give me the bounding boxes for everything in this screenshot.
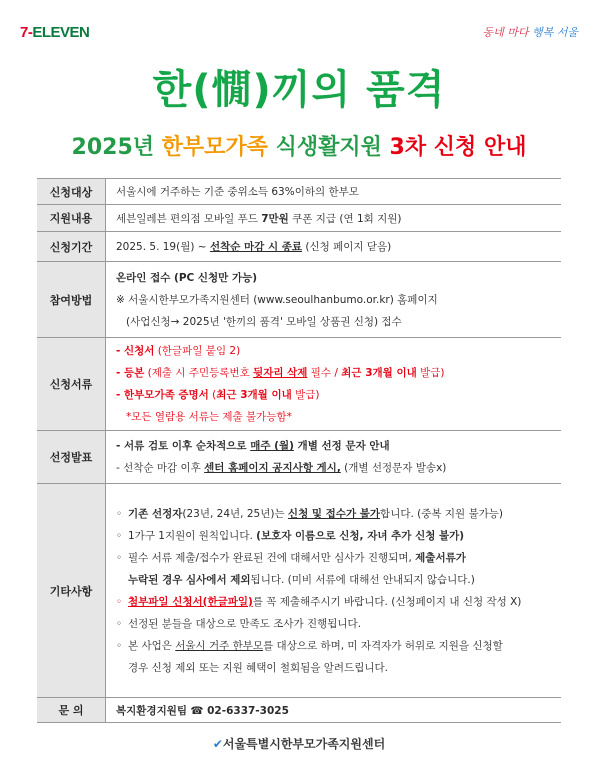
row-content: - 신청서 (한글파일 붙임 2) - 등본 (제출 시 주민등록번호 뒷자리 삭제 필수 / 최근 3개월 이내 발급) - 한부모가족 증명서 (최근 3개월 이내 발급) *모든 열람용 서류는 제출 불가능함*	[106, 338, 562, 431]
row-content: 온라인 접수 (PC 신청만 가능) ※ 서울시한부모가족지원센터 (www.seoulhanbumo.or.kr) 홈페이지 (사업신청→ 2025년 '한끼의 품격' 모바일 상품권 신청) 접수	[106, 262, 562, 338]
row-head: 신청대상	[37, 179, 106, 205]
footer-organization: ✔서울특별시한부모가족지원센터	[212, 737, 386, 751]
row-support	[37, 205, 561, 232]
phone-icon: ☎	[190, 704, 204, 717]
row-content: 복지환경지원팀 ☎ 02-6337-3025	[106, 698, 562, 723]
row-contact	[37, 698, 561, 723]
row-documents	[37, 338, 561, 431]
row-announcement	[37, 431, 561, 484]
seven-eleven-logo: 7-ELEVEN	[20, 24, 90, 41]
row-content: 서울시에 거주하는 기준 중위소득 63%이하의 한부모	[106, 179, 562, 205]
info-table	[37, 178, 561, 723]
page-title: 한(憪)끼의 품격	[152, 67, 446, 113]
page-subtitle: 2025년 한부모가족 식생활지원 3차 신청 안내	[71, 135, 527, 160]
row-content: 2025. 5. 19(월) ~ 선착순 마감 시 종료 (신청 페이지 닫음)	[106, 232, 562, 262]
row-head: 선정발표	[37, 431, 106, 484]
row-content: ◦ 기존 선정자(23년, 24년, 25년)는 신청 및 접수가 불가합니다. (중복 지원 불가능) ◦ 1가구 1지원이 원칙입니다. (보호자 이름으로 신청, 자녀 추가 신청 불가) ◦ 필수 서류 제출/접수가 완료된 건에 대해서만 심사가 진행되며, 제출서류가 누락된 경우 심사에서 제외됩니다. (미비 서류에 대해선 안내되지 않습니다.) ◦ 첨부파일 신청서(한글파일)를 꼭 제출해주시기 바랍니다. (신청페이지 내 신청 작성 X) ◦ 선정된 분들을 대상으로 만족도 조사가 진행됩니다. ◦ 본 사업은 서울시 거주 한부모를 대상으로 하며, 미 자격자가 허위로 지원을 신청할 경우 신청 제외 또는 지원 혜택이 철회됨을 알려드립니다.	[106, 484, 562, 698]
row-head: 문 의	[37, 698, 106, 723]
row-target	[37, 179, 561, 205]
checkmark-icon: ✔	[212, 737, 223, 751]
seoul-slogan: 동네 마다 행복 서울	[482, 26, 578, 39]
row-method	[37, 262, 561, 338]
row-head: 신청기간	[37, 232, 106, 262]
row-head: 지원내용	[37, 205, 106, 232]
row-head: 기타사항	[37, 484, 106, 698]
row-content: 세븐일레븐 편의점 모바일 푸드 7만원 쿠폰 지급 (연 1회 지원)	[106, 205, 562, 232]
row-head: 참여방법	[37, 262, 106, 338]
row-period	[37, 232, 561, 262]
row-content: - 서류 검토 이후 순차적으로 매주 (월) 개별 선정 문자 안내 - 선착순 마감 이후 센터 홈페이지 공지사항 게시, (개별 선정문자 발송x)	[106, 431, 562, 484]
row-head: 신청서류	[37, 338, 106, 431]
row-other	[37, 484, 561, 698]
